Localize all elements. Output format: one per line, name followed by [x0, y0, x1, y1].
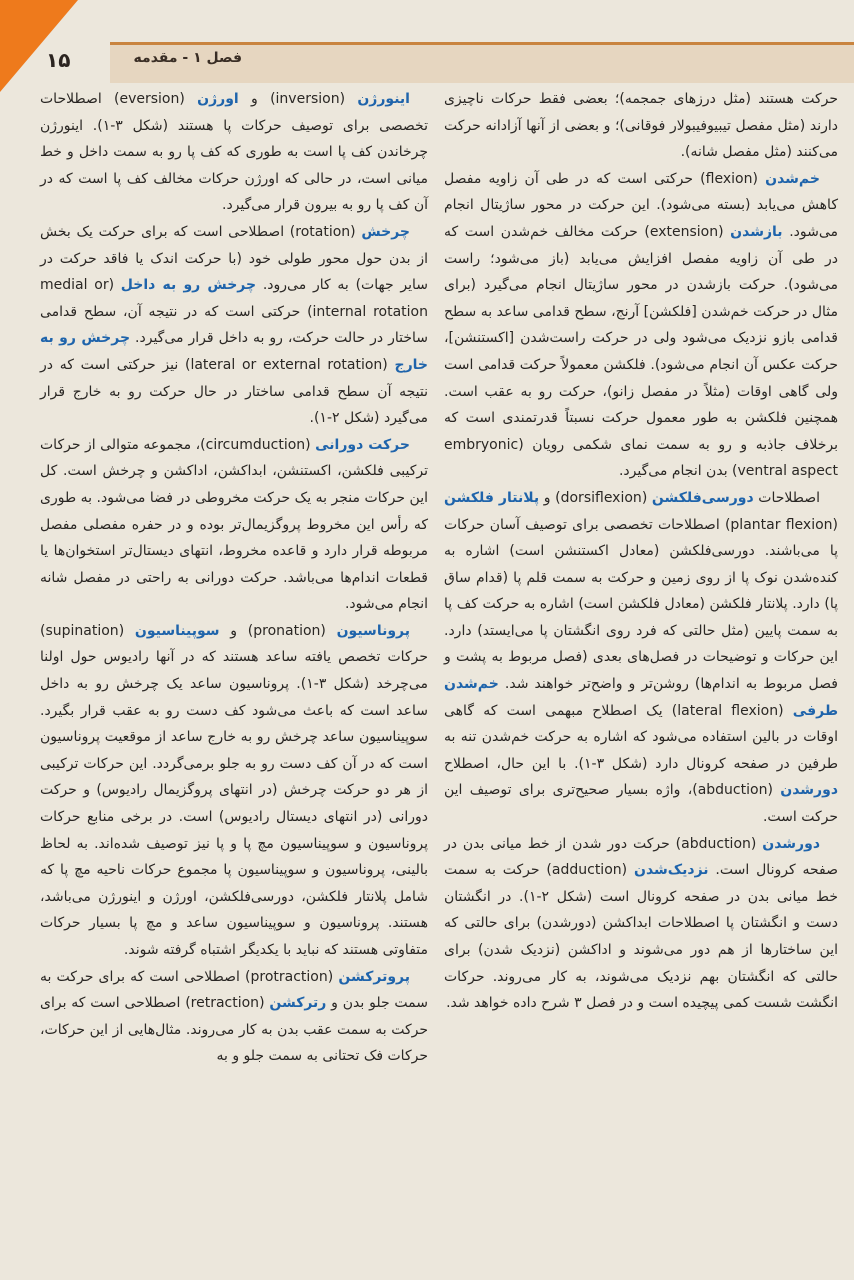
term-lateral-rotation: چرخش رو به خارج: [40, 330, 428, 373]
term-circumduction: حرکت دورانی: [315, 436, 410, 453]
term-rotation: چرخش: [361, 223, 410, 240]
paragraph-text: اصطلاحات: [753, 489, 821, 506]
term-supination: سوپیناسیون: [134, 622, 220, 639]
paragraph-text: (lateral flexion) یک اصطلاح مبهمی است که گاهی اوقات در بالین استفاده می‌شود که اشاره به حرکت خم‌شدن تنه به طرفین در صفحه کرونال دارد (شکل ۳-۱). با این حال، اصطلاح: [444, 702, 838, 772]
right-column: [444, 86, 838, 1017]
paragraph-text: (retraction) اصطلاحی است که برای حرکت به سمت عقب بدن به کار می‌روند. مثال‌هایی از این حرکات، حرکات فک تحتانی به سمت جلو و به: [40, 995, 428, 1065]
page-number: ۱۵: [46, 48, 71, 72]
term-extension: بازشدن: [730, 223, 783, 240]
term-lateral-flexion: خم‌شدن طرفی: [444, 676, 839, 719]
term-adduction: نزدیک‌شدن: [634, 862, 709, 879]
paragraph-text: (adduction) حرکت به سمت خط میانی بدن در صفحه کرونال است (شکل ۲-۱). در انگشتان دست و انگشتان پا اصطلاحات ابداکشن (دورشدن) برای حالتی که این ساختارها از هم دور می‌شوند و اداکشن (نزدیک شدن) برای حالتی که انگشتان بهم نزدیک می‌شوند، به کار می‌روند. حرکات انگشت شست کمی پیچیده است و در فصل ۳ شرح داده خواهد شد.: [444, 862, 839, 1012]
chapter-title: فصل ۱ - مقدمه: [133, 50, 242, 66]
paragraph-flexion: [444, 166, 838, 485]
corner-accent: [0, 0, 78, 92]
paragraph-text: (dorsiflexion) و: [539, 489, 652, 506]
term-retraction: رترکشن: [269, 995, 327, 1012]
paragraph-text: (abduction) حرکت دور شدن از خط میانی بدن در صفحه کرونال است.: [444, 835, 839, 879]
paragraph-text: (pronation) و: [219, 622, 337, 639]
paragraph-pronation: [40, 618, 428, 964]
term-inversion: اینورژن: [357, 91, 410, 107]
paragraph-text: (plantar flexion) اصطلاحات تخصصی برای توصیف آسان حرکات پا می‌باشند. دورسی‌فلکشن (معادل اکستنشن است) اشاره به کنده‌شدن نوک پا از روی زمین و حرکت به سمت قلم پا (قدام ساق پا) دارد. پلانتار فلکشن (معادل فلکشن است) اشاره به حرکت کف پا به سمت پایین (مثل حالتی که فرد روی انگشتان پا می‌ایستد) دارد. این حرکات و توضیحات در فصل‌های بعدی (فصل مربوط به پشت و فصل مربوط به اندام‌ها) روشن‌تر و واضح‌تر خواهند شد.: [444, 516, 838, 693]
paragraph-rotation: [40, 219, 428, 432]
term-abduction: دورشدن: [762, 835, 820, 852]
paragraph-abduction: [444, 831, 838, 1017]
term-protraction: پروترکشن: [338, 968, 410, 985]
paragraph-joints: [444, 86, 838, 166]
paragraph-inversion: [40, 86, 428, 219]
term-dorsiflexion: دورسی‌فلکشن: [651, 489, 754, 506]
term-pronation: پروناسیون: [336, 622, 410, 639]
term-eversion: اورژن: [197, 91, 239, 107]
paragraph-text: (flexion) حرکتی است که در طی آن زاویه مفصل کاهش می‌یابد (بسته می‌شود). این حرکت در محور ساژیتال انجام می‌شود.: [444, 170, 839, 240]
paragraph-text: (eversion) اصطلاحات تخصصی برای توصیف حرکات پا هستند (شکل ۳-۱). اینورژن چرخاندن کف پا است به طوری که کف پا رو به سمت داخل و خط میانی است، در حالی که اورژن حرکات مخالف کف پا است که در آن کف پا رو به بیرون قرار می‌گیرد.: [40, 91, 428, 214]
term-plantar-flexion: پلانتار فلکشن: [444, 489, 540, 506]
paragraph-dorsiflexion: [444, 485, 838, 831]
paragraph-text: (medial or internal rotation) حرکتی است که در نتیجه آن، سطح قدامی ساختار در حالت حرکت، رو به داخل قرار می‌گیرد.: [40, 277, 429, 347]
paragraph-text: (inversion) و: [238, 91, 358, 107]
paragraph-text: حرکت هستند (مثل درزهای جمجمه)؛ بعضی فقط حرکات ناچیزی دارند (مثل مفصل تیبیوفیبولار فوقانی)؛ و بعضی از آنها آزادانه حرکت می‌کنند (مثل مفصل شانه).: [444, 91, 838, 161]
term-medial-rotation: چرخش رو به داخل: [120, 277, 257, 294]
paragraph-text: (rotation) اصطلاحی است که برای حرکت یک بخش از بدن حول محور طولی خود (با حرکت اندک یا فاقد حرکت در سایر جهات) به کار می‌رود.: [40, 223, 428, 294]
paragraph-circumduction: [40, 432, 428, 618]
paragraph-text: (abduction)، واژه بسیار صحیح‌تری برای توصیف این حرکت است.: [444, 782, 838, 826]
paragraph-protraction: [40, 964, 428, 1070]
paragraph-text: (circumduction)، مجموعه متوالی از حرکات ترکیبی فلکشن، اکستنشن، ابداکشن، اداکشن و چرخش است. کل این حرکات منجر به یک حرکت مخروطی در فضا می‌شود. به طوری که رأس این مخروط پروگزیمال‌تر بوده و در حفره مفصلی مفصل مربوطه قرار دارد و قاعده مخروط، انتهای دیستال‌تر استخوان‌ها یا قطعات اندام‌ها می‌باشد. حرکت دورانی به راحتی در مفصل شانه انجام می‌شود.: [40, 436, 428, 613]
left-column: [40, 86, 428, 1070]
paragraph-text: (lateral or external rotation) نیز حرکتی است که در نتیجه آن سطح قدامی ساختار در حال حرکت رو به خارج قرار می‌گیرد (شکل ۲-۱).: [40, 356, 428, 427]
paragraph-text: (supination) حرکات تخصص یافته ساعد هستند که در آنها رادیوس حول اولنا می‌چرخد (شکل ۳-۱). پروناسیون ساعد یک چرخش رو به داخل ساعد است که باعث می‌شود کف دست رو به عقب قرار بگیرد. سوپیناسیون ساعد چرخش رو به خارج ساعد از موقعیت پروناسیون است که در آن کف دست رو به جلو برمی‌گردد. این حرکات ترکیبی از هر دو حرکت چرخش (در انتهای پروگزیمال رادیوس) و حرکت دورانی (در انتهای دیستال رادیوس) است. در برخی منابع حرکات پروناسیون و سوپیناسیون مچ پا و پا نیز توصیف شده‌اند. به لحاظ بالینی، پروناسیون و سوپیناسیون پا مجموع حرکات ناحیه مچ پا که شامل پلانتار فلکشن، دورسی‌فلکشن، اورژن و اینورژن می‌باشد، هستند. پروناسیون و سوپیناسیون ساعد و مچ پا بسیار حرکات متفاوتی هستند که نباید با یکدیگر اشتباه گرفته شوند.: [40, 622, 429, 958]
paragraph-text: (extension) حرکت مخالف خم‌شدن است که در طی آن زاویه مفصل افزایش می‌یابد (باز می‌شود؛ راست می‌شود). حرکت بازشدن در محور ساژیتال انجام می‌گیرد (برای مثال در حرکت خم‌شدن [فلکشن] آرنج، سطح قدامی ساعد به سطح قدامی بازو نزدیک می‌شود ولی در حرکت راست‌شدن [اکستنشن]، حرکت عکس آن انجام می‌شود). فلکشن معمولاً حرکت قدامی است ولی گاهی اوقات (مثلاً در مفصل زانو)، حرکت رو به عقب است. همچنین فلکشن به طور معمول حرکت نسبتاً قدرتمندی است که برخلاف جاذبه و رو به سمت نمای شکمی رویان (embryonic ventral aspect) بدن انجام می‌گیرد.: [444, 223, 838, 480]
term-flexion: خم‌شدن: [765, 170, 820, 187]
paragraph-text: (protraction) اصطلاحی است که برای حرکت به سمت جلو بدن و: [40, 968, 428, 1012]
term-abduction-inline: دورشدن: [780, 782, 838, 799]
